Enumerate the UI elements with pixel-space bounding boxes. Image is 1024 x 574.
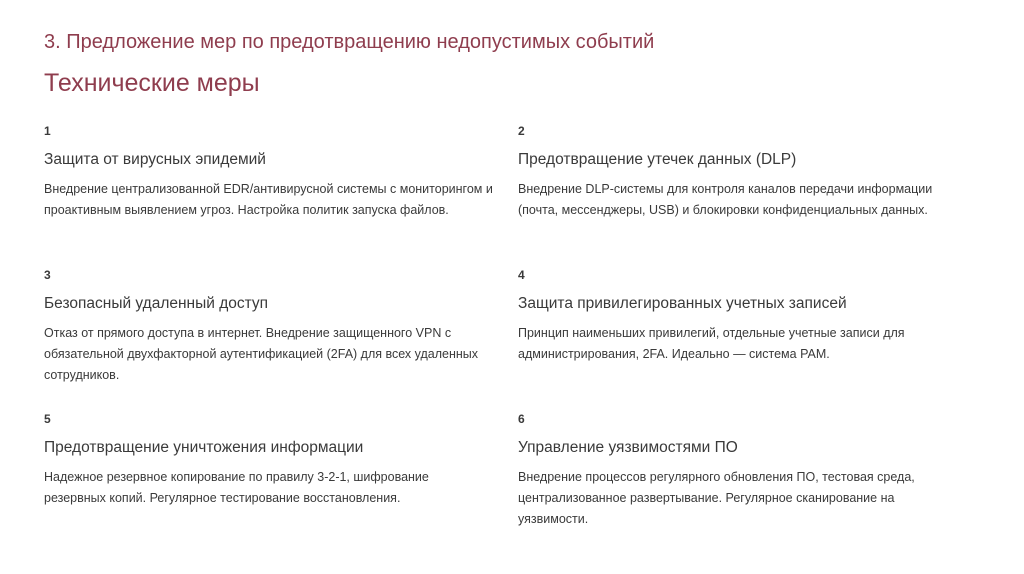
measure-description: Принцип наименьших привилегий, отдельные учетные записи для администрирования, 2FA. Идеально — система PAM.	[518, 326, 905, 361]
measure-item-2	[518, 124, 968, 221]
measure-title: Предотвращение уничтожения информации	[44, 439, 364, 456]
slide-heading: 3. Предложение мер по предотвращению недопустимых событий	[44, 31, 655, 53]
measure-item-6	[518, 412, 968, 530]
measure-number: 2	[518, 124, 525, 138]
measure-item-5	[44, 412, 494, 509]
measure-number: 1	[44, 124, 51, 138]
measure-item-4	[518, 268, 968, 365]
measure-title: Безопасный удаленный доступ	[44, 295, 269, 312]
measure-description: Надежное резервное копирование по правилу 3-2-1, шифрование резервных копий. Регулярное тестирование восстановления.	[44, 470, 429, 505]
measure-description: Внедрение процессов регулярного обновления ПО, тестовая среда, централизованное развертывание. Регулярное сканирование на уязвимости.	[518, 470, 915, 526]
measure-number: 5	[44, 412, 51, 426]
slide-subheading: Технические меры	[44, 69, 260, 97]
measure-description: Отказ от прямого доступа в интернет. Внедрение защищенного VPN с обязательной двухфакторной аутентификацией (2FA) для всех удаленных сотрудников.	[44, 326, 479, 382]
measure-number: 6	[518, 412, 525, 426]
measure-title: Предотвращение утечек данных (DLP)	[518, 151, 797, 168]
measure-description: Внедрение DLP-системы для контроля каналов передачи информации (почта, мессенджеры, USB) и блокировки конфиденциальных данных.	[518, 182, 933, 217]
measure-title: Защита от вирусных эпидемий	[44, 151, 266, 168]
measure-title: Управление уязвимостями ПО	[518, 439, 738, 456]
measure-description: Внедрение централизованной EDR/антивирусной системы с мониторингом и проактивным выявлением угроз. Настройка политик запуска файлов.	[44, 182, 493, 217]
measure-title: Защита привилегированных учетных записей	[518, 295, 847, 312]
measure-item-3	[44, 268, 494, 386]
measure-number: 3	[44, 268, 51, 282]
measure-number: 4	[518, 268, 525, 282]
measure-item-1	[44, 124, 494, 221]
